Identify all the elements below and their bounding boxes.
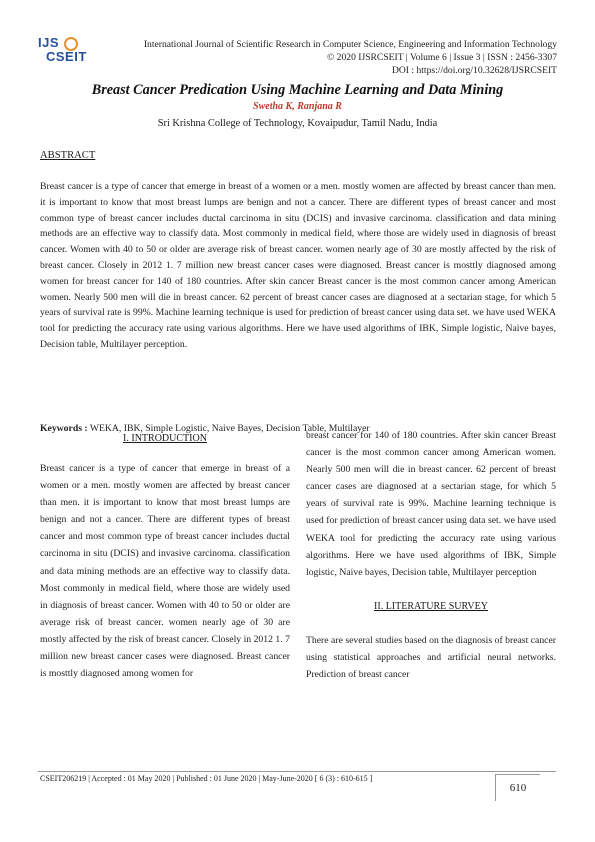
- intro-continued-text: breast cancer for 140 of 180 countries. After skin cancer Breast cancer is the most common cancer among American women. Nearly 500 men will die in breast cancer. 62 percent of breast cancer cases are diagnosed at a sectarian stage, for which 5 years of survival rate is 99%. Machine learning technique is used for prediction of breast cancer using data set. we have used WEKA tool for predicting the accuracy rate using various algorithms. Here we have used algorithms of IBK, Simple logistic, Naive bayes, Decision table, Multilayer perception: [306, 430, 556, 578]
- page-number-box: [495, 774, 540, 801]
- journal-logo: [38, 34, 98, 68]
- logo-text-top: IJS: [38, 35, 60, 50]
- lit-survey-heading: II. LITERATURE SURVEY: [374, 600, 488, 612]
- paper-title: Breast Cancer Predication Using Machine Learning and Data Mining: [91, 82, 504, 98]
- keywords-label: Keywords :: [40, 423, 88, 434]
- right-column: [306, 427, 556, 683]
- footer-citation: CSEIT206219 | Accepted : 01 May 2020 | Published : 01 June 2020 | May-June-2020 [ 6 (3) : 610-615 ]: [40, 774, 373, 783]
- journal-name: International Journal of Scientific Research in Computer Science, Engineering and Information Technology: [143, 39, 557, 50]
- footer-divider: [38, 771, 556, 772]
- abstract-heading: ABSTRACT: [40, 150, 96, 161]
- intro-heading: I. INTRODUCTION: [123, 433, 207, 444]
- journal-header: [100, 38, 557, 77]
- page-number: 610: [509, 782, 527, 794]
- keywords-list: WEKA, IBK, Simple Logistic, Naive Bayes, Decision Table, Multilayer: [87, 423, 370, 434]
- left-column: [40, 433, 290, 682]
- logo-text-bottom: CSEIT: [46, 49, 87, 64]
- journal-issue: © 2020 IJSRCSEIT | Volume 6 | Issue 3 | ISSN : 2456-3307: [327, 52, 557, 63]
- paper-affiliation: Sri Krishna College of Technology, Kovaipudur, Tamil Nadu, India: [157, 118, 438, 129]
- journal-doi[interactable]: DOI : https://doi.org/10.32628/IJSRCSEIT: [391, 65, 557, 76]
- paper-authors: Swetha K, Ranjana R: [253, 101, 342, 112]
- intro-text: Breast cancer is a type of cancer that emerge in breast of a women or a men. mostly women are affected by breast cancer than men. it is important to know that most breast lumps are benign and not a cancer. There are different types of breast cancer and most common type of breast cancer includes ductal carcinoma in situ (DCIS) and invasive carcinoma. classification and data mining methods are an effective way to classify data. Most commonly in medical field, where those are widely used in diagnosis of breast cancer. Women with 40 to 50 or older are average risk of breast cancer. women nearly age of 30 are mostly affected by the risk of breast cancer. Closely in 2012 1. 7 million new breast cancer cases were diagnosed. Breast cancer is mosttly diagnosed among women for: [40, 463, 290, 680]
- lit-survey-text: There are several studies based on the diagnosis of breast cancer using statistical approaches and artificial neural networks. Prediction of breast cancer: [306, 634, 556, 681]
- abstract-text: Breast cancer is a type of cancer that emerge in breast of a women or a men. mostly women are affected by breast cancer than men. it is important to know that most breast lumps are benign and not a cancer. There are different types of breast cancer and most common type of breast cancer includes ductal carcinoma in situ (DCIS) and invasive carcinoma. classification and data mining methods are an effective way to classify data. Most commonly in medical field, where those are widely used in diagnosis of breast cancer. Women with 40 to 50 or older are average risk of breast cancer. women nearly age of 30 are mostly affected by the risk of breast cancer. Closely in 2012 1. 7 million new breast cancer cases were diagnosed. Breast cancer is mosttly diagnosed among women for breast cancer for 140 of 180 countries. After skin cancer Breast cancer is the most common cancer among American women. Nearly 500 men will die in breast cancer. 62 percent of breast cancer cases are diagnosed at a sectarian stage, for which 5 years of survival rate is 99%. Machine learning technique is used for prediction of breast cancer using data set. we have used WEKA tool for predicting the accuracy rate using various algorithms. Here we have used algorithms of IBK, Simple logistic, Naive bayes, Decision table, Multilayer perception.: [40, 181, 556, 350]
